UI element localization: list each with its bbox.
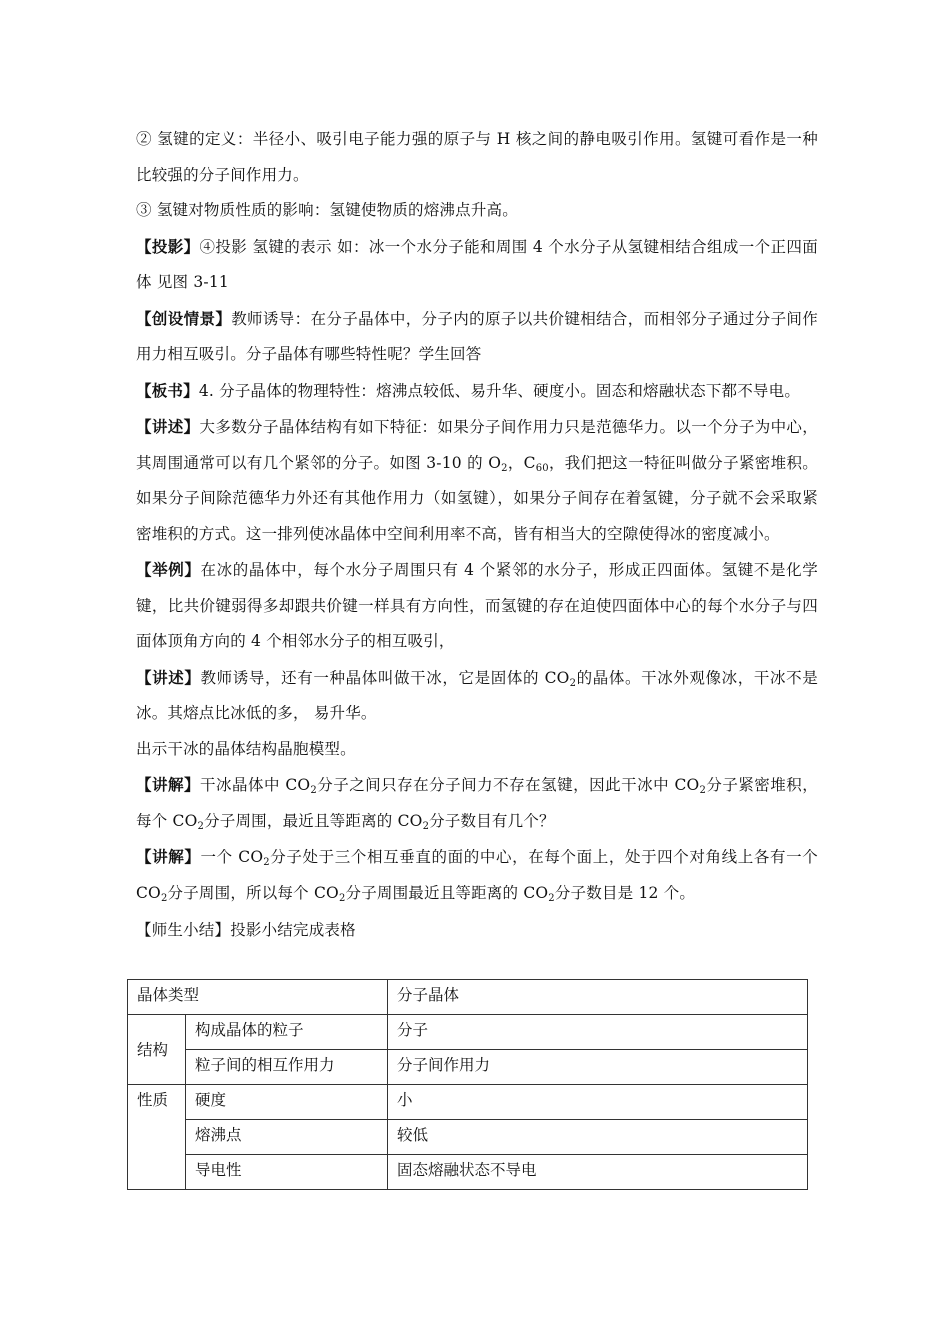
table-cell: 构成晶体的粒子 <box>186 1015 388 1050</box>
section-tag: 【板书】 <box>136 380 199 400</box>
paragraph-projection <box>136 229 818 301</box>
section-tag: 【讲述】 <box>136 417 200 436</box>
table-group-cell: 结构 <box>128 1015 186 1085</box>
table-row <box>128 1050 808 1085</box>
section-tag: 【讲解】 <box>136 775 200 794</box>
table-cell: 硬度 <box>186 1085 388 1120</box>
table-cell: 晶体类型 <box>128 980 388 1015</box>
table-cell: 较低 <box>388 1120 808 1155</box>
section-tag: 【讲述】 <box>136 667 201 687</box>
table-cell: 粒子间的相互作用力 <box>186 1050 388 1085</box>
table-cell: 固态熔融状态不导电 <box>388 1155 808 1190</box>
table-cell: 熔沸点 <box>186 1120 388 1155</box>
table-row <box>128 1155 808 1190</box>
paragraph-hydrogen-bond-definition: ② 氢键的定义：半径小、吸引电子能力强的原子与 H 核之间的静电吸引作用。氢键可看作是一种比较强的分子间作用力。 <box>136 130 818 184</box>
section-tag: 【讲解】 <box>136 847 201 866</box>
table-cell: 分子 <box>388 1015 808 1050</box>
table-row <box>128 1015 808 1050</box>
table-group-cell: 性质 <box>128 1085 186 1190</box>
table-cell: 小 <box>388 1085 808 1120</box>
section-tag: 【投影】 <box>136 236 200 256</box>
paragraph-narration-dry-ice: 【讲述】教师诱导，还有一种晶体叫做干冰，它是固体的 $CO_2$的晶体。干冰外观像冰，干冰不是冰。其熔点比冰低的多， 易升华。 <box>136 667 818 722</box>
section-tag: 【举例】 <box>136 560 201 579</box>
paragraph-board <box>136 373 818 410</box>
table-cell: 分子间作用力 <box>388 1050 808 1085</box>
table-row <box>128 1120 808 1155</box>
table-row <box>128 1085 808 1120</box>
paragraph-text: 教师诱导：在分子晶体中，分子内的原子以共价键相结合，而相邻分子通过分子间作用力相互吸引。分子晶体有哪些特性呢？学生回答 <box>136 309 818 363</box>
section-tag: 【创设情景】 <box>136 308 232 328</box>
paragraph-text: 4. 分子晶体的物理特性：熔沸点较低、易升华、硬度小。固态和熔融状态下都不导电。 <box>198 381 801 400</box>
paragraph-explain-dry-ice: 【讲解】干冰晶体中 $CO_2$分子之间只存在分子间力不存在氢键，因此干冰中 $CO_2$分子紧密堆积，每个 $CO_2$分子周围，最近且等距离的 $CO_2$分子数目有几个？ <box>136 775 818 832</box>
lesson-text <box>136 122 818 949</box>
paragraph-show-model: 出示干冰的晶体结构晶胞模型。 <box>136 739 356 758</box>
paragraph-text: 在冰的晶体中，每个水分子周围只有 4 个紧邻的水分子，形成正四面体。氢键不是化学键，比共价键弱得多却跟共价键一样具有方向性，而氢键的存在迫使四面体中心的每个水分子与四面体顶角方向的 4 个相邻水分子的相互吸引， <box>136 561 818 650</box>
table-cell: 导电性 <box>186 1155 388 1190</box>
paragraph-example-ice <box>136 552 818 660</box>
paragraph-hydrogen-bond-effect: ③ 氢键对物质性质的影响：氢键使物质的熔沸点升高。 <box>136 201 518 219</box>
paragraph-summary: 【师生小结】投影小结完成表格 <box>136 921 356 939</box>
paragraph-explain-co2-neighbors: 【讲解】一个 $CO_2$分子处于三个相互垂直的面的中心，在每个面上，处于四个对角线上各有一个 $CO_2$分子周围，所以每个 $CO_2$分子周围最近且等距离的 $CO_2$分子数目是 12 个。 <box>136 847 818 904</box>
paragraph-narration-packing: 【讲述】大多数分子晶体结构有如下特征：如果分子间作用力只是范德华力。以一个分子为中心，其周围通常可以有几个紧邻的分子。如图 3-10 的 $O_2$，$C_{60}$，我们把这一特征叫做分子紧密堆积。如果分子间除范德华力外还有其他作用力（如氢键），如果分子间存在着氢键，分子就不会采取紧密堆积的方式。这一排列使冰晶体中空间利用率不高，皆有相当大的空隙使得冰的密度减小。 <box>136 417 818 543</box>
table-row <box>128 980 808 1015</box>
summary-table <box>127 979 808 1190</box>
table-cell: 分子晶体 <box>388 980 808 1015</box>
paragraph-scenario <box>136 301 818 373</box>
paragraph-text: ④投影 氢键的表示 如：冰一个水分子能和周围 4 个水分子从氢键相结合组成一个正四面体 见图 3-11 <box>136 237 818 291</box>
